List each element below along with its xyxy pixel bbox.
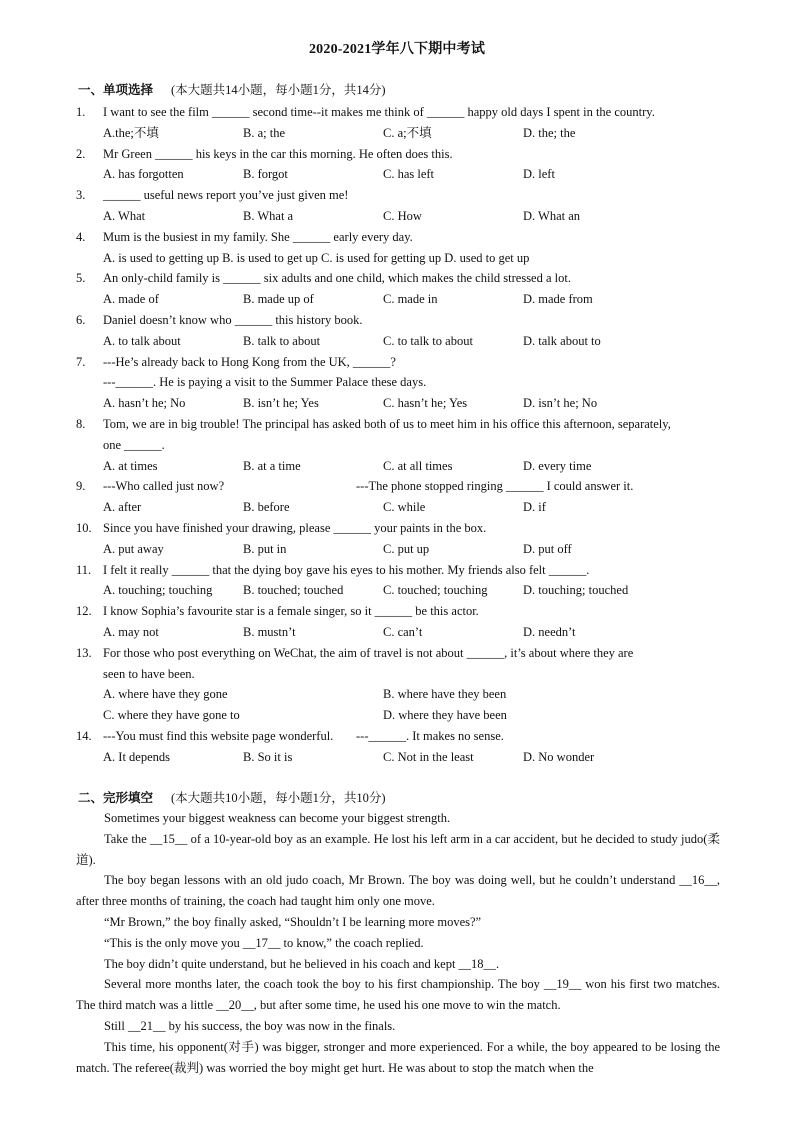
option: C. put up (383, 541, 430, 556)
option-row (76, 164, 726, 185)
question-number: 6. (76, 312, 86, 327)
question-text: ---The phone stopped ringing ______ I could answer it. (356, 479, 634, 494)
question-number: 14. (76, 728, 92, 743)
option: D. the; the (523, 125, 576, 140)
option: D. where they have been (383, 708, 507, 723)
question-number: 5. (76, 271, 86, 286)
passage-paragraph: “Mr Brown,” the boy finally asked, “Shouldn’t I be learning more moves?” (104, 914, 482, 929)
question-item (76, 726, 726, 768)
question-line (76, 643, 726, 664)
question-line (76, 102, 726, 123)
option: B. where have they been (383, 687, 507, 702)
passage-paragraph: The boy began lessons with an old judo coach, Mr Brown. The boy was doing well, but he couldn’t understand __16__, after three months of training, the coach had taught him only one move. (76, 873, 720, 909)
option-row (76, 331, 726, 352)
option: A. after (103, 500, 142, 515)
option: A. to talk about (103, 333, 181, 348)
passage-paragraph: Sometimes your biggest weakness can become your biggest strength. (104, 811, 451, 825)
option: C. made in (383, 292, 438, 307)
option: C. How (383, 208, 422, 223)
question-item (76, 601, 726, 643)
option: B. forgot (243, 167, 288, 182)
question-number: 4. (76, 229, 86, 244)
option-row (76, 393, 726, 414)
question-text: An only-child family is ______ six adults and one child, which makes the child stressed a lot. (103, 271, 571, 286)
option: A. where have they gone (103, 687, 228, 702)
option: D. needn’t (523, 624, 576, 639)
question-number: 11. (76, 562, 92, 577)
option: C. where they have gone to (103, 708, 240, 723)
option: C. while (383, 500, 426, 515)
question-line (76, 518, 726, 539)
option: B. at a time (243, 458, 301, 473)
question-text: Mr Green ______ his keys in the car this morning. He often does this. (103, 146, 453, 161)
question-text: For those who post everything on WeChat, the aim of travel is not about ______, it’s about where they are (103, 645, 634, 660)
option: D. talk about to (523, 333, 601, 348)
question-line (76, 435, 726, 456)
option: D. put off (523, 541, 572, 556)
option: A. What (103, 208, 146, 223)
option: D. left (523, 167, 555, 182)
option: B. So it is (243, 749, 293, 764)
option-row (76, 705, 726, 726)
option: A. touching; touching (103, 583, 213, 598)
question-line (76, 601, 726, 622)
question-item (76, 268, 726, 310)
option: A. It depends (103, 749, 170, 764)
section-2-title: 二、完形填空 (78, 791, 154, 805)
question-text: Daniel doesn’t know who ______ this history book. (103, 312, 363, 327)
passage-paragraph: Take the __15__ of a 10-year-old boy as an example. He lost his left arm in a car accident, but he decided to study judo(柔道). (76, 831, 720, 867)
question-item (76, 352, 726, 414)
question-number: 7. (76, 354, 86, 369)
option: C. Not in the least (383, 749, 474, 764)
section-1-note: (本大题共14小题，每小题1分，共14分) (171, 83, 386, 97)
question-item (76, 185, 726, 227)
option: B. touched; touched (243, 583, 344, 598)
question-text: ---Who called just now? (103, 479, 225, 494)
option: D. What an (523, 208, 581, 223)
question-text: ---You must find this website page wonderful. (103, 728, 334, 743)
option: A. at times (103, 458, 158, 473)
option: A. made of (103, 292, 159, 307)
question-number: 3. (76, 188, 86, 203)
passage-paragraph: Still __21__ by his success, the boy was now in the finals. (104, 1018, 396, 1033)
question-line (76, 664, 726, 685)
option: C. has left (383, 167, 435, 182)
question-number: 10. (76, 520, 92, 535)
question-text: Mum is the busiest in my family. She ______ early every day. (103, 229, 413, 244)
question-line (76, 372, 726, 393)
question-line (76, 352, 726, 373)
option: C. touched; touching (383, 583, 488, 598)
question-line (76, 144, 726, 165)
option: C. can’t (383, 624, 423, 639)
option: A. may not (103, 624, 159, 639)
option: A. has forgotten (103, 167, 184, 182)
option: A.the;不填 (103, 125, 159, 140)
option: D. every time (523, 458, 592, 473)
question-list (76, 102, 726, 768)
option: C. at all times (383, 458, 453, 473)
question-line (76, 414, 726, 435)
option-row (76, 248, 726, 269)
passage-paragraph: The boy didn’t quite understand, but he believed in his coach and kept __18__. (104, 956, 500, 971)
question-item (76, 518, 726, 560)
option-row (76, 123, 726, 144)
question-line (76, 185, 726, 206)
option: B. before (243, 500, 290, 515)
question-line (76, 560, 726, 581)
option-row (76, 747, 726, 768)
option-row (76, 206, 726, 227)
option: D. made from (523, 292, 593, 307)
section-2-heading (78, 788, 386, 806)
option: B. a; the (243, 125, 286, 140)
question-item (76, 476, 726, 518)
question-text: ______ useful news report you’ve just given me! (103, 188, 349, 203)
option: D. No wonder (523, 749, 595, 764)
question-item (76, 227, 726, 269)
option-row (76, 456, 726, 477)
option: B. isn’t he; Yes (243, 396, 319, 411)
option-row (76, 497, 726, 518)
option: D. touching; touched (523, 583, 629, 598)
option-row (76, 684, 726, 705)
option: A. put away (103, 541, 164, 556)
question-text: ---______. It makes no sense. (356, 728, 504, 743)
question-text: ---______. He is paying a visit to the Summer Palace these days. (103, 375, 427, 390)
question-line (76, 227, 726, 248)
question-text: Since you have finished your drawing, please ______ your paints in the box. (103, 520, 487, 535)
question-text: seen to have been. (103, 666, 195, 681)
option: C. to talk to about (383, 333, 473, 348)
option: B. mustn’t (243, 624, 296, 639)
option: A. hasn’t he; No (103, 396, 186, 411)
cloze-passage (76, 808, 720, 1078)
question-line (76, 726, 726, 747)
option: D. isn’t he; No (523, 396, 598, 411)
question-item (76, 144, 726, 186)
passage-paragraph: This time, his opponent(对手) was bigger, stronger and more experienced. For a while, the boy appeared to be losing the match. The referee(裁判) was worried the boy might get hurt. He was about to stop the match when the (76, 1039, 720, 1075)
question-number: 2. (76, 146, 86, 161)
option: B. talk to about (243, 333, 321, 348)
question-line (76, 268, 726, 289)
question-item (76, 414, 726, 476)
question-item (76, 102, 726, 144)
question-item (76, 643, 726, 726)
option: D. if (523, 500, 546, 515)
question-text: one ______. (103, 437, 165, 452)
option: B. put in (243, 541, 287, 556)
page-title: 2020-2021学年八下期中考试 (308, 42, 486, 57)
question-text: I felt it really ______ that the dying boy gave his eyes to his mother. My friends also felt ______. (103, 562, 590, 577)
section-1-heading (78, 80, 386, 98)
question-text: ---He’s already back to Hong Kong from the UK, ______? (103, 354, 396, 369)
question-line (76, 476, 726, 497)
section-1-title: 一、单项选择 (78, 83, 154, 97)
question-item (76, 560, 726, 602)
option-row (76, 622, 726, 643)
question-number: 12. (76, 604, 92, 619)
passage-paragraph: “This is the only move you __17__ to know,” the coach replied. (104, 935, 424, 950)
option: C. a;不填 (383, 125, 432, 140)
section-2-note: (本大题共10小题，每小题1分，共10分) (171, 791, 386, 805)
question-line (76, 310, 726, 331)
option-row (76, 539, 726, 560)
option: A. is used to getting up B. is used to get up C. is used for getting up D. used to get up (103, 250, 530, 265)
question-number: 1. (76, 105, 86, 119)
option: C. hasn’t he; Yes (383, 396, 468, 411)
question-text: I want to see the film ______ second time--it makes me think of ______ happy old days I spent in the country. (103, 105, 655, 119)
question-number: 9. (76, 479, 86, 494)
passage-paragraph: Several more months later, the coach took the boy to his first championship. The boy __19__ won his first two matches. The third match was a little __20__, but after some time, he used his one move to win the match. (76, 977, 720, 1013)
option-row (76, 289, 726, 310)
option: B. What a (243, 208, 294, 223)
question-number: 8. (76, 416, 86, 431)
question-text: I know Sophia’s favourite star is a female singer, so it ______ be this actor. (103, 604, 479, 619)
question-number: 13. (76, 645, 92, 660)
question-item (76, 310, 726, 352)
question-text: Tom, we are in big trouble! The principal has asked both of us to meet him in his office this afternoon, separately, (103, 416, 671, 431)
option-row (76, 580, 726, 601)
option: B. made up of (243, 292, 314, 307)
